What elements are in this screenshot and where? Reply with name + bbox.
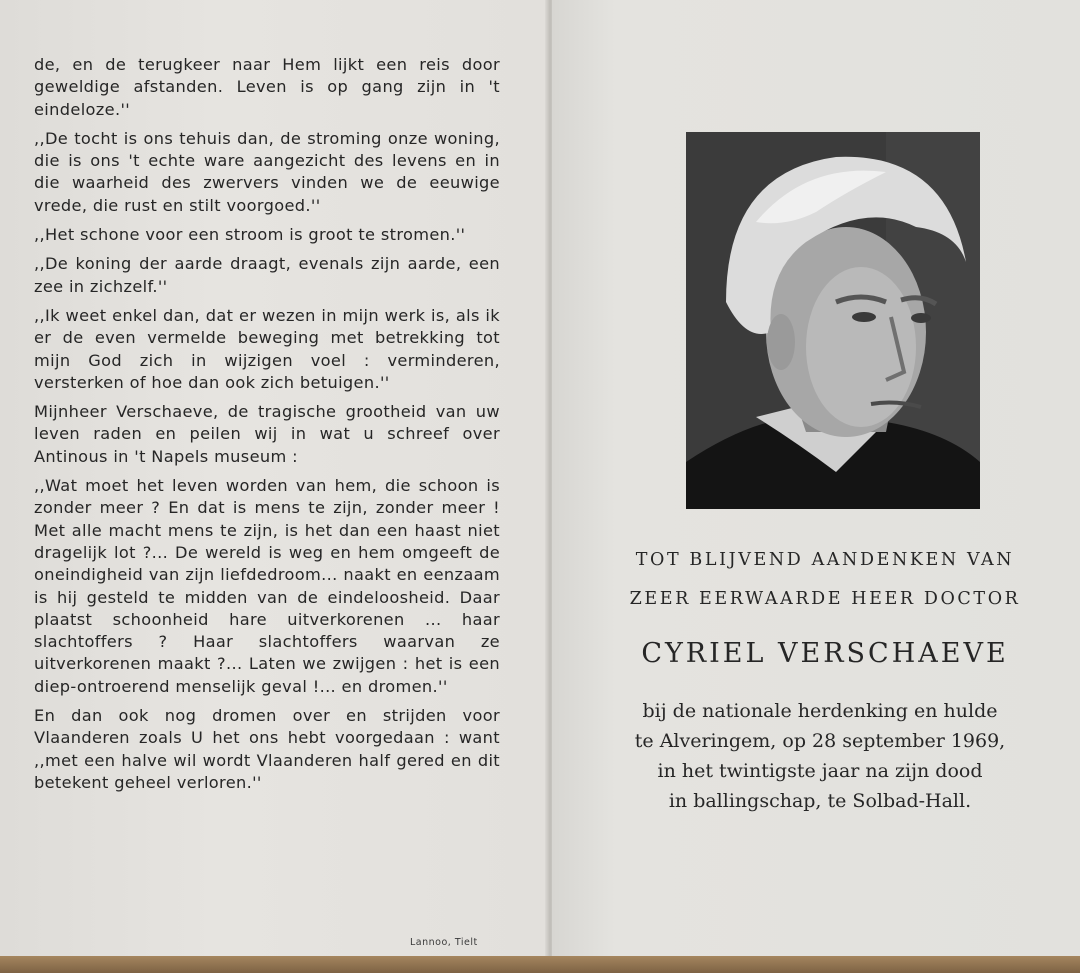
printer-imprint: Lannoo, Tielt (410, 937, 478, 948)
occasion-text (592, 696, 1048, 816)
paragraph: de, en de terugkeer naar Hem lijkt een reis door geweldige afstanden. Leven is op gang zijn in 't eindeloze.'' (34, 55, 500, 119)
deceased-name: CYRIEL VERSCHAEVE (641, 638, 1009, 669)
table-surface (0, 956, 1080, 973)
portrait-photo (686, 132, 980, 509)
left-page (0, 0, 548, 958)
paragraph: ,,Wat moet het leven worden van hem, die schoon is zonder meer ? En dat is mens te zijn, zonder meer ! Met alle macht mens te zijn, is het dan een haast niet dragelijk lot ?... De wereld is weg en hem omgeeft de oneindigheid van zijn liefdedroom... naakt en eenzaam is hij gesteld te midden van de eindeloosheid. Daar plaatst schoonheid hare uitverkorenen ... haar slachtoffers ? Haar slachtoffers waarvan ze uitverkorenen maakt ?... Laten we zwijgen : het is een diep-ontroerend menselijk geval !... en dromen.'' (34, 476, 500, 696)
dedication-line: TOT BLIJVEND AANDENKEN VAN (635, 550, 1015, 570)
paragraph: ,,Ik weet enkel dan, dat er wezen in mijn werk is, als ik er de even vermelde beweging met betrekking tot mijn God zich in wijzigen voel : verminderen, versterken of hoe dan ook zich betuigen.'' (34, 305, 500, 392)
paragraph: Mijnheer Verschaeve, de tragische grootheid van uw leven raden en peilen wij in wat u schreef over Antinous in 't Napels museum : (34, 402, 500, 466)
occasion-line: in het twintigste jaar na zijn dood (657, 760, 983, 782)
paragraph: En dan ook nog dromen over en strijden voor Vlaanderen zoals U het ons hebt voorgedaan : want ,,met een halve wil wordt Vlaanderen half gered en dit betekent geheel verloren.'' (34, 706, 500, 792)
paragraph: ,,De tocht is ons tehuis dan, de stroming onze woning, die is ons 't echte ware aangezicht des levens en in die waarheid des zwervers vinden we de eeuwige vrede, die rust en stilt voorgoed.'' (34, 128, 500, 215)
paragraph: ,,Het schone voor een stroom is groot te stromen.'' (34, 225, 466, 245)
occasion-line: bij de nationale herdenking en hulde (642, 700, 998, 722)
dedication-line: ZEER EERWAARDE HEER DOCTOR (629, 589, 1021, 609)
paragraph: ,,De koning der aarde draagt, evenals zijn aarde, een zee in zichzelf.'' (34, 254, 500, 296)
occasion-line: te Alveringem, op 28 september 1969, (634, 730, 1006, 752)
portrait-figure (686, 132, 980, 509)
left-page-text (34, 54, 500, 801)
occasion-line: in ballingschap, te Solbad-Hall. (668, 790, 972, 812)
